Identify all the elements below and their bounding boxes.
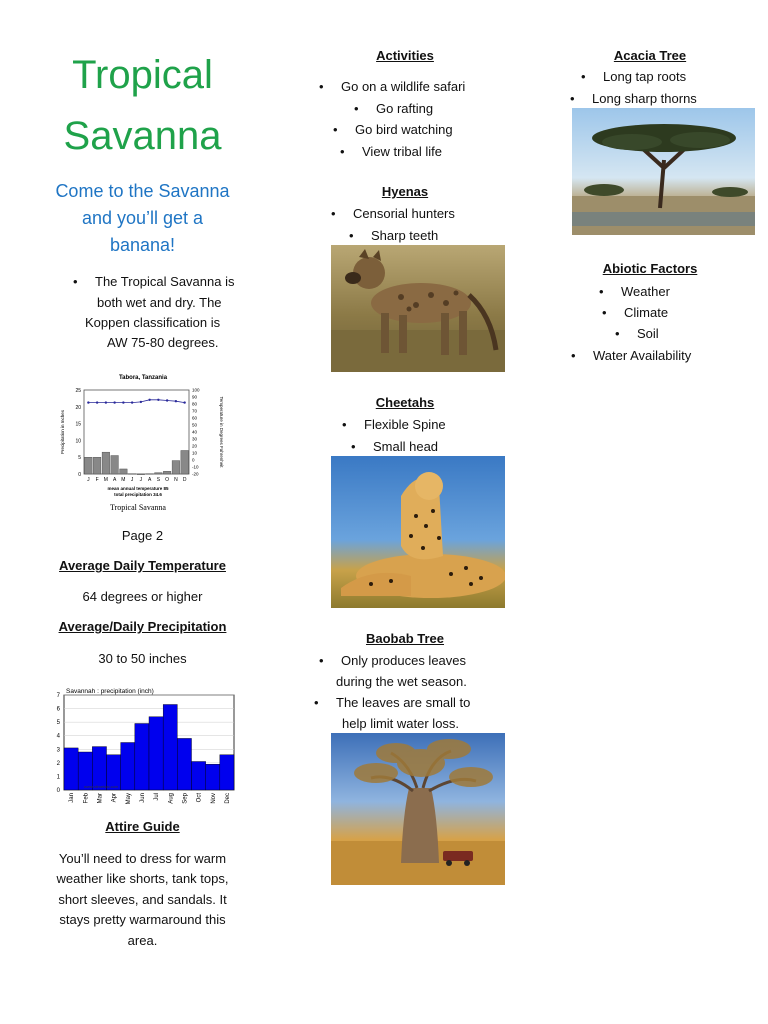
precip-x-tick-label: Oct (196, 793, 203, 803)
precip-bar (135, 724, 149, 791)
attire-line1: You’ll need to dress for warm (58, 851, 227, 866)
climograph-right-tick-label: -10 (192, 464, 199, 470)
climograph-temperature-point (131, 401, 133, 403)
precip-x-tick-label: Nov (210, 793, 217, 804)
climograph-months (87, 477, 187, 483)
cheetah-item: • Small head (373, 439, 438, 454)
climograph-left-tick-label: 10 (75, 438, 81, 445)
precip-watermark: www.allmetsat.com (84, 784, 119, 789)
climograph-month-label: J (87, 477, 90, 483)
climograph-temperature-point (87, 401, 89, 403)
baobab-item1-line1: • Only produces leaves (341, 653, 466, 668)
abiotic-item: • Water Availability (593, 348, 691, 363)
activity-item: • View tribal life (362, 144, 442, 159)
climograph-right-tick-label: 20 (192, 443, 198, 449)
avg-precip-heading: Average/Daily Precipitation (58, 619, 227, 634)
climograph-left-tick-label: 0 (78, 472, 81, 478)
acacia-item: • Long tap roots (603, 69, 686, 84)
baobab-heading: Baobab Tree (365, 631, 445, 646)
climograph-month-label: A (112, 477, 117, 483)
intro-line1: • The Tropical Savanna is (95, 274, 234, 289)
precip-x-tick-label: Dec (224, 793, 231, 804)
avg-precip-value: 30 to 50 inches (98, 651, 187, 666)
climograph-right-tick-label: 40 (192, 429, 198, 435)
precip-x-tick-label: Apr (111, 793, 118, 803)
climograph-bar (155, 473, 163, 474)
climograph-bar (181, 450, 189, 474)
acacia-heading: Acacia Tree (613, 48, 687, 63)
precip-bar (177, 738, 191, 790)
precipitation-chart (48, 685, 243, 810)
precip-x-tick-label: Aug (168, 793, 175, 804)
activity-item: • Go bird watching (355, 122, 453, 137)
avg-temp-heading: Average Daily Temperature (59, 558, 226, 573)
attire-line3: short sleeves, and sandals. It (58, 892, 227, 907)
climograph-temperature-point (140, 401, 142, 403)
climograph-right-tick-label: -20 (192, 471, 199, 477)
climograph-bar (85, 457, 93, 474)
baobab-item2-line1: • The leaves are small to (336, 695, 470, 710)
climograph-bars (85, 450, 189, 474)
acacia-photo (572, 108, 755, 235)
hyenas-heading: Hyenas (381, 184, 429, 199)
precip-x-tick-label: Jan (69, 793, 76, 803)
activity-item: • Go on a wildlife safari (341, 79, 465, 94)
climograph-bar (120, 469, 128, 474)
climograph-left-ticks (75, 388, 81, 478)
climograph-title: Tabora, Tanzania (118, 375, 168, 381)
climograph-bar (172, 461, 180, 474)
climograph-svg (58, 370, 238, 520)
climograph-bar (163, 471, 171, 474)
tagline-line1: Come to the Savanna (55, 181, 230, 201)
baobab-item2-line2: help limit water loss. (342, 716, 460, 731)
climograph-note2: total precipitation 34.6 (114, 492, 162, 497)
precip-y-ticks (57, 693, 61, 794)
baobab-item1-line2: during the wet season. (336, 674, 467, 689)
attire-heading: Attire Guide (105, 819, 180, 834)
abiotic-item: • Soil (637, 326, 659, 341)
precip-x-ticks (69, 792, 231, 804)
climograph-left-tick-label: 20 (75, 404, 81, 411)
intro-line3: Koppen classification is (85, 315, 221, 330)
precip-bar (163, 705, 177, 791)
climograph-temperature-point (183, 401, 185, 403)
climograph-bar (128, 474, 136, 475)
precip-y-tick-label: 0 (56, 788, 60, 794)
baobab-photo (331, 733, 505, 885)
climograph-month-label: O (165, 477, 170, 483)
precip-chart-title: Savannah : precipitation (inch) (66, 688, 154, 695)
climograph-month-label: F (95, 477, 99, 483)
abiotic-item: • Climate (624, 305, 668, 320)
attire-line4: stays pretty warmaround this (59, 912, 226, 927)
climograph-month-label: A (147, 477, 152, 483)
climograph-right-tick-label: 10 (192, 450, 198, 456)
abiotic-item: • Weather (621, 284, 670, 299)
abiotic-heading: Abiotic Factors (602, 261, 698, 276)
climograph-right-tick-label: 30 (192, 436, 198, 442)
precip-bar (149, 717, 163, 790)
hyena-photo (331, 245, 505, 372)
intro-line4: AW 75-80 degrees. (107, 335, 219, 350)
hyena-item: • Censorial hunters (353, 206, 455, 221)
activities-heading: Activities (376, 48, 434, 63)
climograph-caption: Tropical Savanna (110, 503, 166, 512)
page-label: Page 2 (121, 528, 164, 543)
climograph-month-label: J (130, 477, 134, 483)
precip-y-tick-label: 6 (56, 706, 60, 713)
climograph-temperature-point (148, 399, 150, 401)
climograph-bar (146, 474, 154, 475)
precip-y-tick-label: 4 (56, 733, 60, 740)
climograph-month-label: S (156, 477, 161, 483)
climograph-right-tick-label: 60 (192, 415, 198, 421)
climograph-right-tick-label: 70 (192, 408, 198, 414)
precip-y-tick-label: 2 (56, 760, 60, 767)
precip-x-tick-label: Jun (139, 793, 146, 803)
precip-x-tick-label: Sep (182, 793, 189, 804)
climograph-bar (102, 452, 110, 474)
climograph-right-tick-label: 50 (192, 422, 198, 428)
climograph-bar (93, 457, 101, 474)
climograph-y-right-label: Temperature in Degrees Fahrenheit (219, 396, 224, 468)
attire-line5: area. (127, 933, 158, 948)
page-title-line2: Savanna (63, 114, 222, 158)
activity-item: • Go rafting (376, 101, 433, 116)
climograph-bar (137, 474, 145, 475)
precip-y-tick-label: 3 (56, 747, 60, 754)
precip-bar (64, 748, 78, 790)
hyena-item: • Sharp teeth (371, 228, 438, 243)
precip-x-tick-label: Mar (97, 793, 104, 804)
climograph-note1: mean annual temperature 85 (107, 486, 169, 491)
climograph-left-tick-label: 15 (75, 421, 81, 428)
page-title-line1: Tropical (72, 53, 213, 97)
climograph (58, 370, 238, 520)
precip-bar (192, 762, 206, 791)
attire-line2: weather like shorts, tank tops, (56, 871, 229, 886)
precip-x-tick-label: Feb (83, 793, 90, 804)
climograph-left-tick-label: 5 (78, 455, 81, 462)
climograph-right-tick-label: 90 (192, 394, 198, 400)
climograph-right-tick-label: 0 (192, 457, 195, 463)
climograph-month-label: M (103, 477, 108, 483)
climograph-temperature-point (157, 399, 159, 401)
tagline-line2: and you’ll get a (81, 208, 204, 228)
climograph-temperature-point (166, 399, 168, 401)
precip-y-tick-label: 1 (56, 774, 60, 781)
precip-bar (220, 755, 234, 790)
climograph-temperature-point (113, 401, 115, 403)
acacia-item: • Long sharp thorns (592, 91, 697, 106)
precip-x-tick-label: May (125, 793, 132, 805)
precip-x-tick-label: Jul (154, 793, 161, 801)
climograph-right-ticks (192, 388, 200, 477)
precip-y-tick-label: 5 (56, 720, 60, 727)
baobab-illustration (331, 733, 505, 885)
climograph-y-left-label: Precipitation in Inches (60, 409, 65, 455)
intro-line2: both wet and dry. The (97, 295, 222, 310)
cheetah-item: • Flexible Spine (364, 417, 446, 432)
climograph-right-tick-label: 100 (192, 387, 200, 393)
climograph-month-label: J (139, 477, 143, 483)
precip-bar (206, 764, 220, 790)
climograph-temperature-line (87, 399, 186, 404)
climograph-month-label: N (174, 477, 178, 483)
cheetah-illustration (331, 456, 505, 608)
acacia-illustration (572, 108, 755, 235)
precipitation-chart-svg (48, 685, 243, 810)
avg-temp-value: 64 degrees or higher (82, 589, 203, 604)
climograph-left-tick-label: 25 (75, 388, 81, 394)
climograph-temperature-point (105, 401, 107, 403)
cheetah-photo (331, 456, 505, 608)
climograph-bar (111, 456, 119, 474)
climograph-month-label: D (182, 477, 187, 483)
precip-bar (121, 743, 135, 791)
climograph-temperature-point (122, 401, 124, 403)
climograph-temperature-point (96, 401, 98, 403)
tagline-line3: banana! (109, 235, 176, 255)
hyena-illustration (331, 245, 505, 372)
climograph-right-tick-label: 80 (192, 401, 198, 407)
climograph-month-label: M (121, 477, 126, 483)
precip-y-tick-label: 7 (56, 693, 60, 699)
climograph-temperature-point (175, 400, 177, 402)
cheetahs-heading: Cheetahs (375, 395, 435, 410)
climograph-temperature-polyline (88, 400, 184, 403)
